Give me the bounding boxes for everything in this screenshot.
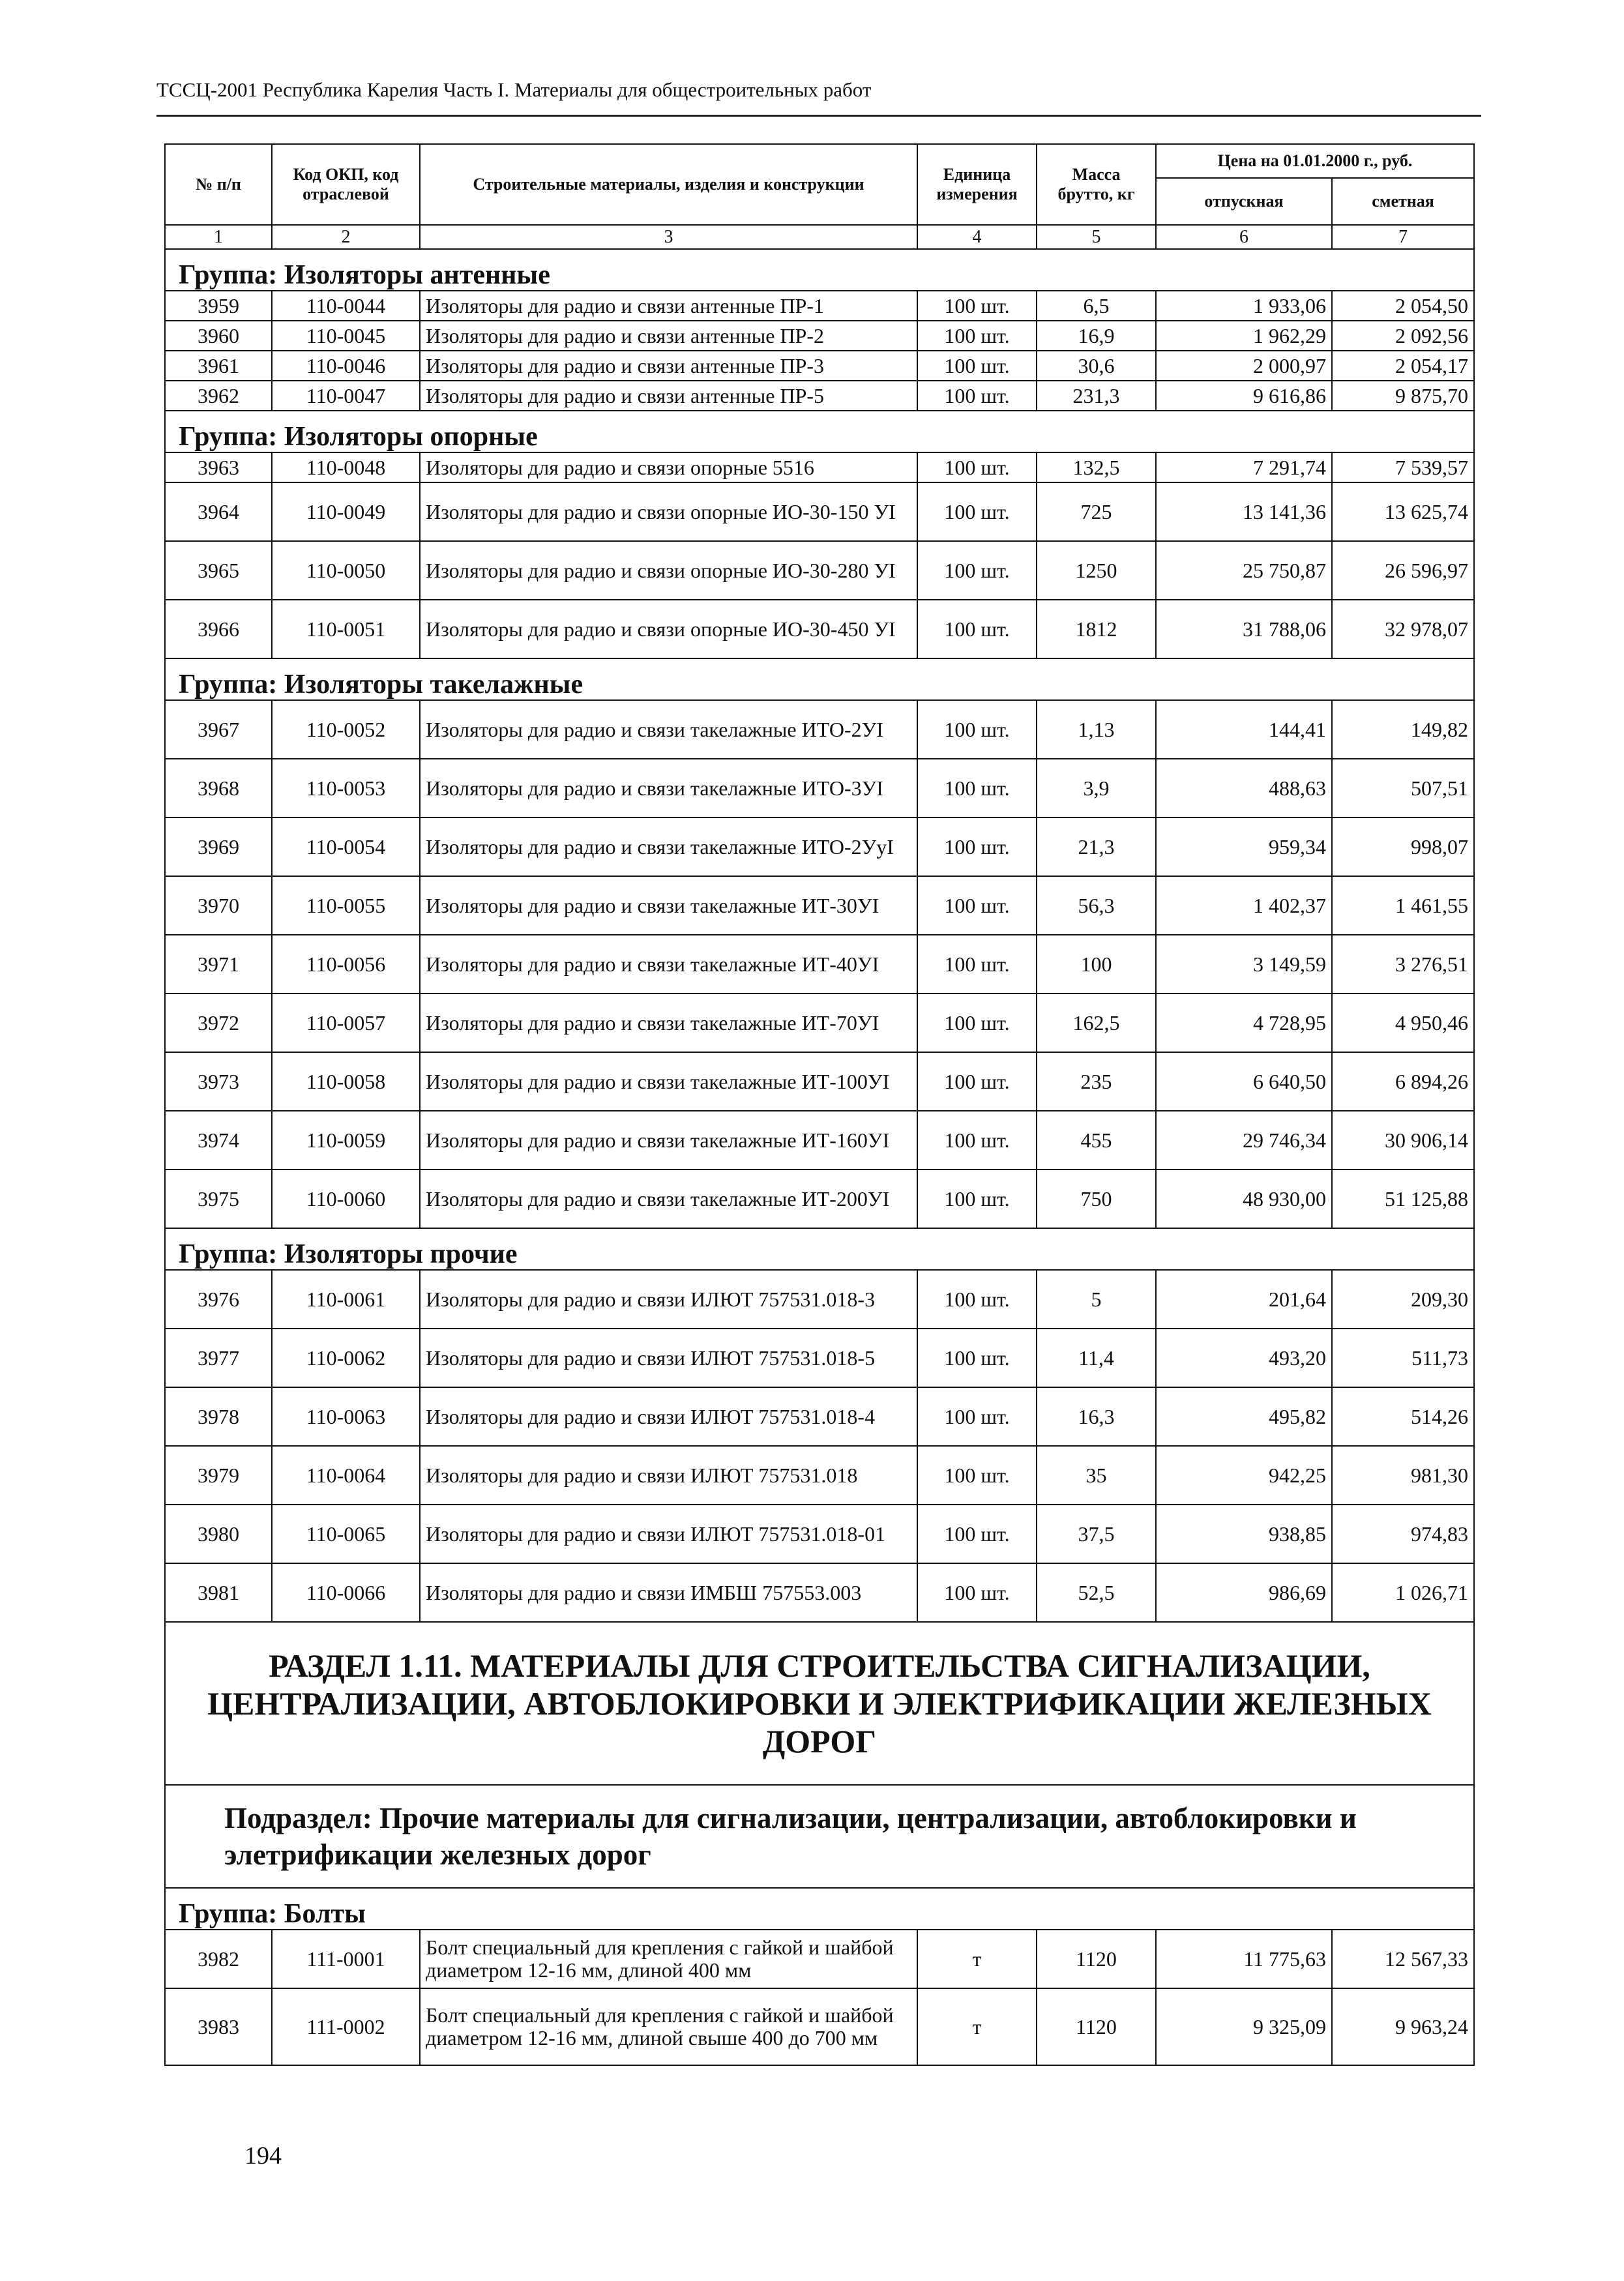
cell-price-release: 3 149,59 <box>1156 935 1332 993</box>
cell-name: Изоляторы для радио и связи опорные ИО-30-150 УI <box>420 482 917 541</box>
cell-mass: 5 <box>1037 1270 1156 1329</box>
cell-num: 3976 <box>165 1270 272 1329</box>
cell-num: 3980 <box>165 1505 272 1563</box>
cell-code: 110-0047 <box>272 381 420 411</box>
cell-unit: 100 шт. <box>917 700 1037 759</box>
cell-price-estimate: 981,30 <box>1332 1446 1474 1505</box>
cell-name: Изоляторы для радио и связи антенные ПР-5 <box>420 381 917 411</box>
cell-name: Болт специальный для крепления с гайкой и шайбой диаметром 12-16 мм, длиной свыше 400 до 700 мм <box>420 1988 917 2065</box>
cell-num: 3983 <box>165 1988 272 2065</box>
table-row <box>165 759 1474 817</box>
cell-code: 110-0063 <box>272 1387 420 1446</box>
column-number: 6 <box>1156 225 1332 249</box>
cell-mass: 725 <box>1037 482 1156 541</box>
cell-price-release: 201,64 <box>1156 1270 1332 1329</box>
group-title: Группа: Изоляторы прочие <box>165 1228 1474 1270</box>
cell-mass: 56,3 <box>1037 876 1156 935</box>
cell-price-release: 938,85 <box>1156 1505 1332 1563</box>
cell-unit: 100 шт. <box>917 452 1037 482</box>
table-row <box>165 1052 1474 1111</box>
cell-unit: т <box>917 1988 1037 2065</box>
cell-unit: 100 шт. <box>917 876 1037 935</box>
table-row <box>165 1563 1474 1622</box>
cell-price-estimate: 2 054,17 <box>1332 351 1474 381</box>
cell-mass: 162,5 <box>1037 993 1156 1052</box>
cell-mass: 3,9 <box>1037 759 1156 817</box>
table-row <box>165 482 1474 541</box>
cell-num: 3978 <box>165 1387 272 1446</box>
cell-unit: 100 шт. <box>917 291 1037 321</box>
table-body <box>165 249 1474 2065</box>
cell-price-release: 495,82 <box>1156 1387 1332 1446</box>
cell-price-estimate: 209,30 <box>1332 1270 1474 1329</box>
cell-name: Изоляторы для радио и связи такелажные ИТО-2УуI <box>420 817 917 876</box>
cell-name: Изоляторы для радио и связи антенные ПР-3 <box>420 351 917 381</box>
table-row <box>165 700 1474 759</box>
cell-code: 110-0065 <box>272 1505 420 1563</box>
cell-unit: 100 шт. <box>917 482 1037 541</box>
cell-unit: 100 шт. <box>917 935 1037 993</box>
table-row <box>165 1270 1474 1329</box>
table-row <box>165 600 1474 658</box>
cell-name: Изоляторы для радио и связи антенные ПР-1 <box>420 291 917 321</box>
header-rule <box>156 115 1481 117</box>
page-header: ТССЦ-2001 Республика Карелия Часть I. Материалы для общестроительных работ <box>156 78 872 101</box>
table-row <box>165 1446 1474 1505</box>
cell-price-estimate: 4 950,46 <box>1332 993 1474 1052</box>
table-row <box>165 876 1474 935</box>
group-header <box>165 1228 1474 1270</box>
cell-name: Изоляторы для радио и связи такелажные ИТ-200УI <box>420 1170 917 1228</box>
column-number: 4 <box>917 225 1037 249</box>
cell-price-estimate: 974,83 <box>1332 1505 1474 1563</box>
cell-mass: 11,4 <box>1037 1329 1156 1387</box>
cell-code: 110-0048 <box>272 452 420 482</box>
cell-mass: 1120 <box>1037 1930 1156 1988</box>
cell-num: 3973 <box>165 1052 272 1111</box>
cell-num: 3966 <box>165 600 272 658</box>
cell-name: Изоляторы для радио и связи ИЛЮТ 757531.018-4 <box>420 1387 917 1446</box>
cell-mass: 52,5 <box>1037 1563 1156 1622</box>
cell-price-release: 1 962,29 <box>1156 321 1332 351</box>
cell-name: Изоляторы для радио и связи ИМБШ 757553.003 <box>420 1563 917 1622</box>
column-number-row <box>165 225 1474 249</box>
cell-mass: 35 <box>1037 1446 1156 1505</box>
cell-unit: 100 шт. <box>917 1446 1037 1505</box>
cell-name: Изоляторы для радио и связи такелажные ИТ-160УI <box>420 1111 917 1170</box>
cell-code: 110-0066 <box>272 1563 420 1622</box>
group-header <box>165 249 1474 291</box>
cell-price-release: 11 775,63 <box>1156 1930 1332 1988</box>
cell-name: Изоляторы для радио и связи ИЛЮТ 757531.018-3 <box>420 1270 917 1329</box>
cell-mass: 100 <box>1037 935 1156 993</box>
cell-num: 3975 <box>165 1170 272 1228</box>
cell-mass: 235 <box>1037 1052 1156 1111</box>
cell-code: 110-0044 <box>272 291 420 321</box>
cell-mass: 21,3 <box>1037 817 1156 876</box>
group-title: Группа: Изоляторы такелажные <box>165 658 1474 700</box>
cell-unit: 100 шт. <box>917 993 1037 1052</box>
cell-name: Изоляторы для радио и связи опорные 5516 <box>420 452 917 482</box>
table-row <box>165 541 1474 600</box>
cell-price-estimate: 9 875,70 <box>1332 381 1474 411</box>
cell-price-release: 959,34 <box>1156 817 1332 876</box>
header-price-release: отпускная <box>1156 178 1332 225</box>
cell-price-estimate: 7 539,57 <box>1332 452 1474 482</box>
cell-unit: 100 шт. <box>917 1111 1037 1170</box>
header-mass: Масса брутто, кг <box>1037 144 1156 225</box>
cell-price-estimate: 514,26 <box>1332 1387 1474 1446</box>
table-row <box>165 351 1474 381</box>
section-heading <box>165 1622 1474 1785</box>
header-code: Код ОКП, код отраслевой <box>272 144 420 225</box>
cell-price-estimate: 149,82 <box>1332 700 1474 759</box>
cell-mass: 1812 <box>1037 600 1156 658</box>
cell-num: 3964 <box>165 482 272 541</box>
cell-code: 110-0064 <box>272 1446 420 1505</box>
cell-num: 3979 <box>165 1446 272 1505</box>
cell-code: 110-0050 <box>272 541 420 600</box>
cell-unit: 100 шт. <box>917 1505 1037 1563</box>
cell-price-release: 1 933,06 <box>1156 291 1332 321</box>
cell-num: 3982 <box>165 1930 272 1988</box>
cell-price-estimate: 2 054,50 <box>1332 291 1474 321</box>
cell-num: 3977 <box>165 1329 272 1387</box>
cell-price-estimate: 32 978,07 <box>1332 600 1474 658</box>
cell-price-release: 144,41 <box>1156 700 1332 759</box>
cell-num: 3971 <box>165 935 272 993</box>
table-row <box>165 1930 1474 1988</box>
cell-price-release: 942,25 <box>1156 1446 1332 1505</box>
table-row <box>165 452 1474 482</box>
cell-price-release: 29 746,34 <box>1156 1111 1332 1170</box>
cell-unit: т <box>917 1930 1037 1988</box>
cell-price-release: 31 788,06 <box>1156 600 1332 658</box>
group-header <box>165 411 1474 452</box>
cell-mass: 1120 <box>1037 1988 1156 2065</box>
cell-name: Изоляторы для радио и связи такелажные ИТО-2УI <box>420 700 917 759</box>
cell-code: 110-0049 <box>272 482 420 541</box>
table-row <box>165 291 1474 321</box>
table-row <box>165 993 1474 1052</box>
cell-code: 110-0061 <box>272 1270 420 1329</box>
cell-num: 3974 <box>165 1111 272 1170</box>
cell-price-estimate: 507,51 <box>1332 759 1474 817</box>
cell-price-release: 6 640,50 <box>1156 1052 1332 1111</box>
cell-price-estimate: 511,73 <box>1332 1329 1474 1387</box>
table-row <box>165 1387 1474 1446</box>
cell-price-estimate: 9 963,24 <box>1332 1988 1474 2065</box>
group-header <box>165 658 1474 700</box>
cell-price-estimate: 2 092,56 <box>1332 321 1474 351</box>
cell-mass: 1,13 <box>1037 700 1156 759</box>
cell-num: 3961 <box>165 351 272 381</box>
cell-name: Изоляторы для радио и связи опорные ИО-30-450 УI <box>420 600 917 658</box>
cell-unit: 100 шт. <box>917 759 1037 817</box>
table-row <box>165 381 1474 411</box>
cell-code: 110-0059 <box>272 1111 420 1170</box>
cell-mass: 132,5 <box>1037 452 1156 482</box>
cell-unit: 100 шт. <box>917 381 1037 411</box>
cell-price-release: 488,63 <box>1156 759 1332 817</box>
cell-name: Изоляторы для радио и связи антенные ПР-2 <box>420 321 917 351</box>
price-table <box>164 143 1475 2066</box>
header-price-group: Цена на 01.01.2000 г., руб. <box>1156 144 1474 178</box>
table-row <box>165 935 1474 993</box>
cell-name: Изоляторы для радио и связи опорные ИО-30-280 УI <box>420 541 917 600</box>
cell-unit: 100 шт. <box>917 1170 1037 1228</box>
table-row <box>165 1988 1474 2065</box>
header-num: № п/п <box>165 144 272 225</box>
group-title: Группа: Изоляторы опорные <box>165 411 1474 452</box>
table-row <box>165 817 1474 876</box>
table-row <box>165 1111 1474 1170</box>
group-title: Группа: Изоляторы антенные <box>165 249 1474 291</box>
cell-code: 110-0062 <box>272 1329 420 1387</box>
cell-num: 3969 <box>165 817 272 876</box>
table-row <box>165 321 1474 351</box>
cell-price-estimate: 13 625,74 <box>1332 482 1474 541</box>
cell-price-release: 13 141,36 <box>1156 482 1332 541</box>
cell-num: 3972 <box>165 993 272 1052</box>
header-name: Строительные материалы, изделия и конструкции <box>420 144 917 225</box>
cell-price-release: 9 616,86 <box>1156 381 1332 411</box>
cell-unit: 100 шт. <box>917 321 1037 351</box>
cell-unit: 100 шт. <box>917 600 1037 658</box>
cell-price-estimate: 998,07 <box>1332 817 1474 876</box>
cell-name: Изоляторы для радио и связи такелажные ИТ-40УI <box>420 935 917 993</box>
cell-name: Изоляторы для радио и связи ИЛЮТ 757531.018-5 <box>420 1329 917 1387</box>
cell-num: 3959 <box>165 291 272 321</box>
cell-mass: 30,6 <box>1037 351 1156 381</box>
cell-code: 110-0055 <box>272 876 420 935</box>
cell-unit: 100 шт. <box>917 351 1037 381</box>
cell-num: 3965 <box>165 541 272 600</box>
header-price-estimate: сметная <box>1332 178 1474 225</box>
cell-price-estimate: 30 906,14 <box>1332 1111 1474 1170</box>
cell-name: Болт специальный для крепления с гайкой и шайбой диаметром 12-16 мм, длиной 400 мм <box>420 1930 917 1988</box>
cell-price-release: 2 000,97 <box>1156 351 1332 381</box>
page-number: 194 <box>244 2142 282 2170</box>
section-heading-title: РАЗДЕЛ 1.11. МАТЕРИАЛЫ ДЛЯ СТРОИТЕЛЬСТВА СИГНАЛИЗАЦИИ, ЦЕНТРАЛИЗАЦИИ, АВТОБЛОКИРОВКИ И ЭЛЕКТРИФИКАЦИИ ЖЕЛЕЗНЫХ ДОРОГ <box>165 1622 1474 1785</box>
cell-price-estimate: 51 125,88 <box>1332 1170 1474 1228</box>
table-row <box>165 1329 1474 1387</box>
cell-code: 110-0054 <box>272 817 420 876</box>
cell-num: 3981 <box>165 1563 272 1622</box>
cell-price-estimate: 12 567,33 <box>1332 1930 1474 1988</box>
cell-price-release: 986,69 <box>1156 1563 1332 1622</box>
cell-num: 3967 <box>165 700 272 759</box>
cell-code: 110-0058 <box>272 1052 420 1111</box>
cell-unit: 100 шт. <box>917 1052 1037 1111</box>
cell-code: 110-0046 <box>272 351 420 381</box>
cell-name: Изоляторы для радио и связи такелажные ИТО-3УI <box>420 759 917 817</box>
table-row <box>165 1505 1474 1563</box>
cell-name: Изоляторы для радио и связи такелажные ИТ-70УI <box>420 993 917 1052</box>
cell-code: 111-0002 <box>272 1988 420 2065</box>
cell-code: 110-0051 <box>272 600 420 658</box>
group-header <box>165 1888 1474 1930</box>
cell-price-release: 9 325,09 <box>1156 1988 1332 2065</box>
cell-unit: 100 шт. <box>917 1387 1037 1446</box>
cell-price-release: 7 291,74 <box>1156 452 1332 482</box>
cell-mass: 37,5 <box>1037 1505 1156 1563</box>
cell-unit: 100 шт. <box>917 1563 1037 1622</box>
cell-unit: 100 шт. <box>917 1329 1037 1387</box>
cell-num: 3963 <box>165 452 272 482</box>
cell-code: 110-0060 <box>272 1170 420 1228</box>
cell-num: 3960 <box>165 321 272 351</box>
cell-mass: 750 <box>1037 1170 1156 1228</box>
cell-num: 3962 <box>165 381 272 411</box>
cell-name: Изоляторы для радио и связи ИЛЮТ 757531.018 <box>420 1446 917 1505</box>
cell-mass: 231,3 <box>1037 381 1156 411</box>
cell-mass: 1250 <box>1037 541 1156 600</box>
column-number: 5 <box>1037 225 1156 249</box>
header-unit: Единица измерения <box>917 144 1037 225</box>
cell-mass: 455 <box>1037 1111 1156 1170</box>
cell-price-estimate: 6 894,26 <box>1332 1052 1474 1111</box>
cell-num: 3970 <box>165 876 272 935</box>
cell-name: Изоляторы для радио и связи ИЛЮТ 757531.018-01 <box>420 1505 917 1563</box>
cell-code: 110-0056 <box>272 935 420 993</box>
cell-num: 3968 <box>165 759 272 817</box>
column-number: 1 <box>165 225 272 249</box>
cell-price-release: 25 750,87 <box>1156 541 1332 600</box>
cell-mass: 16,9 <box>1037 321 1156 351</box>
cell-name: Изоляторы для радио и связи такелажные ИТ-30УI <box>420 876 917 935</box>
cell-price-release: 493,20 <box>1156 1329 1332 1387</box>
cell-code: 110-0045 <box>272 321 420 351</box>
column-number: 2 <box>272 225 420 249</box>
cell-mass: 6,5 <box>1037 291 1156 321</box>
cell-price-release: 48 930,00 <box>1156 1170 1332 1228</box>
cell-price-estimate: 1 461,55 <box>1332 876 1474 935</box>
column-number: 3 <box>420 225 917 249</box>
cell-mass: 16,3 <box>1037 1387 1156 1446</box>
cell-price-estimate: 26 596,97 <box>1332 541 1474 600</box>
cell-unit: 100 шт. <box>917 817 1037 876</box>
cell-price-estimate: 3 276,51 <box>1332 935 1474 993</box>
table-row <box>165 1170 1474 1228</box>
cell-code: 111-0001 <box>272 1930 420 1988</box>
cell-unit: 100 шт. <box>917 541 1037 600</box>
table-head <box>165 144 1474 249</box>
cell-price-release: 4 728,95 <box>1156 993 1332 1052</box>
group-title: Группа: Болты <box>165 1888 1474 1930</box>
cell-unit: 100 шт. <box>917 1270 1037 1329</box>
subsection-heading <box>165 1785 1474 1888</box>
column-number: 7 <box>1332 225 1474 249</box>
cell-price-release: 1 402,37 <box>1156 876 1332 935</box>
cell-code: 110-0057 <box>272 993 420 1052</box>
cell-code: 110-0053 <box>272 759 420 817</box>
cell-price-estimate: 1 026,71 <box>1332 1563 1474 1622</box>
subsection-heading-title: Подраздел: Прочие материалы для сигнализации, централизации, автоблокировки и элетрификации железных дорог <box>165 1785 1474 1888</box>
cell-code: 110-0052 <box>272 700 420 759</box>
cell-name: Изоляторы для радио и связи такелажные ИТ-100УI <box>420 1052 917 1111</box>
